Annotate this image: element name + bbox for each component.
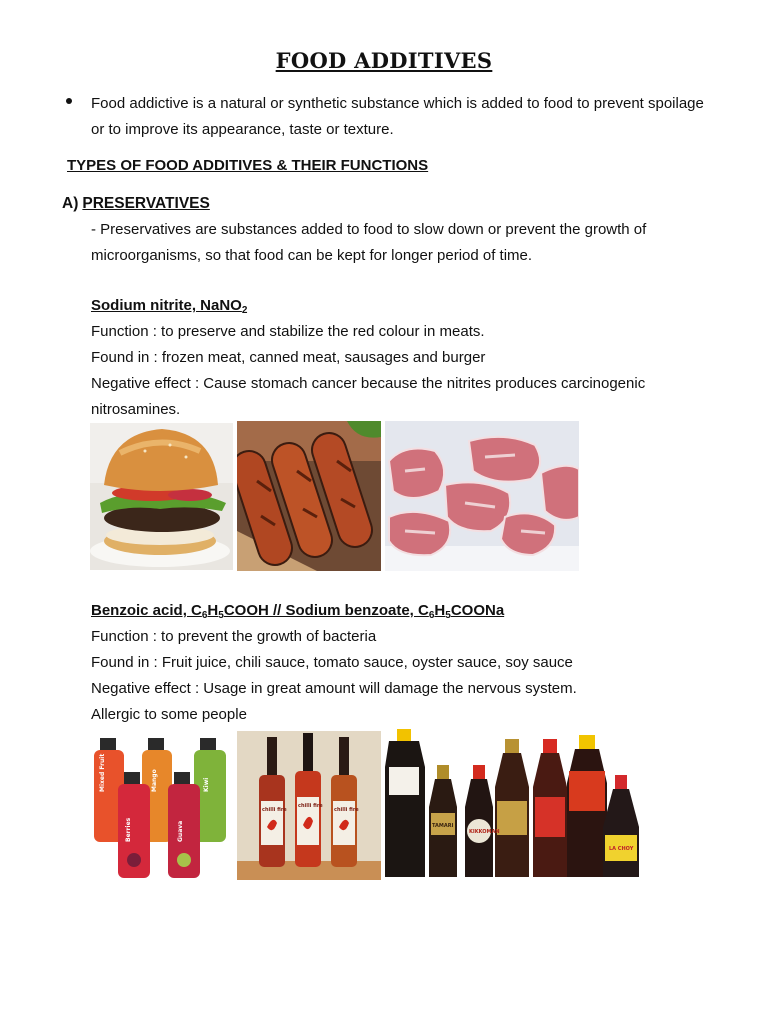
heading-part: COONa [450,602,505,619]
intro-bullet [66,91,706,143]
juice-label: Berries [125,817,132,842]
chilli-label: chilli fire [262,807,287,813]
subscript: 2 [241,305,248,316]
benzoic-acid-allergy: Allergic to some people [91,706,247,723]
subscript: 6 [428,610,435,621]
subscript: 5 [445,610,451,621]
sodium-nitrite-function: Function : to preserve and stabilize the red colour in meats. [91,323,485,340]
chilli-label: chilli fire [334,807,359,813]
subscript: 6 [201,610,208,621]
sodium-nitrite-found-in: Found in : frozen meat, canned meat, sausages and burger [91,349,486,366]
juice-label: Kiwi [203,777,210,792]
sodium-nitrite-block [91,293,701,423]
benzoic-acid-function: Function : to prevent the growth of bacteria [91,628,377,645]
heading-part: H [434,602,446,619]
frozen-meat-photo [385,421,579,571]
sauce-label: LA CHOY [609,846,634,852]
benzoic-acid-negative-effect: Negative effect : Usage in great amount will damage the nervous system. [91,680,577,697]
juice-label: Mixed Fruit [99,753,106,792]
benzoic-acid-found-in: Found in : Fruit juice, chili sauce, tomato sauce, oyster sauce, soy sauce [91,654,573,671]
section-title: PRESERVATIVES [82,195,210,212]
sodium-nitrite-negative-effect: Negative effect : Cause stomach cancer because the nitrites produces carcinogenic nitrosamines. [91,375,646,418]
benzoic-acid-block [91,598,701,728]
sausages-photo [237,421,381,571]
sodium-nitrite-heading [91,293,701,319]
section-letter: A) [62,195,79,212]
juice-bottles-photo [90,736,232,880]
section-a-heading [62,195,210,213]
sauce-label: KIKKOMAN [469,829,500,835]
benzoic-acid-heading [91,598,701,624]
sodium-nitrite-name: Sodium nitrite, NaNO [91,297,242,314]
chilli-sauce-photo [237,731,381,880]
juice-label: Guava [177,820,184,842]
bullet-icon [66,98,72,104]
intro-text: Food addictive is a natural or synthetic substance which is added to food to prevent spoilage or to improve its appearance, taste or texture. [91,95,704,138]
page-title: FOOD ADDITIVES [275,48,493,73]
preservatives-description: - Preservatives are substances added to food to slow down or prevent the growth of microorganisms, so that food can be kept for longer period of time. [91,221,647,264]
heading-part: H [207,602,219,619]
soy-sauce-bottles-photo [385,727,643,880]
juice-label: Mango [151,769,158,792]
types-heading: TYPES OF FOOD ADDITIVES & THEIR FUNCTIONS [67,157,429,174]
heading-part: Benzoic acid, C [91,602,202,619]
burger-photo [90,423,233,570]
heading-part: COOH // Sodium benzoate, C [223,602,429,619]
subscript: 5 [218,610,224,621]
sauce-label: TAMARI [432,823,454,829]
chilli-label: chilli fire [298,803,323,809]
